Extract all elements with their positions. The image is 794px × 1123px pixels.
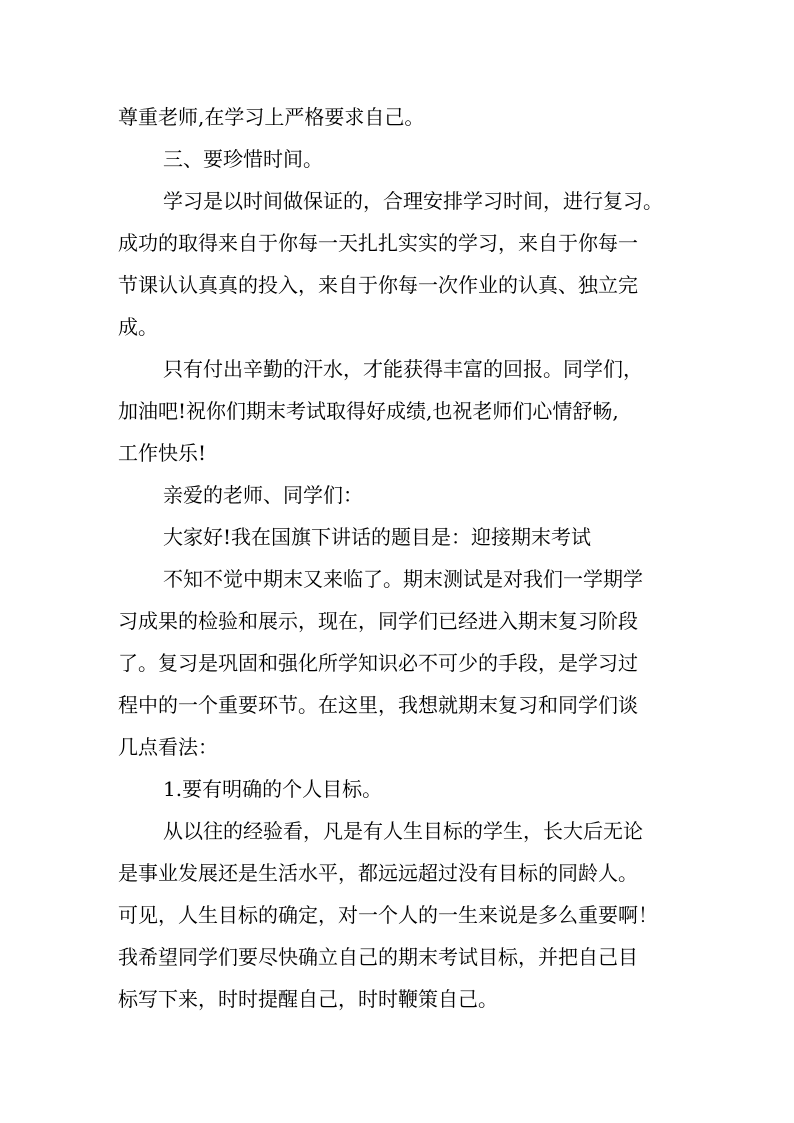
text-line: 不知不觉中期末又来临了。期末测试是对我们一学期学 bbox=[163, 567, 643, 591]
text-line: 习成果的检验和展示，现在，同学们已经进入期末复习阶段 bbox=[118, 609, 638, 633]
text-line: 只有付出辛勤的汗水，才能获得丰富的回报。同学们， bbox=[163, 357, 643, 381]
text-line: 大家好!我在国旗下讲话的题目是：迎接期末考试 bbox=[163, 525, 592, 549]
text-line: 几点看法： bbox=[118, 735, 218, 759]
text-line: 程中的一个重要环节。在这里，我想就期末复习和同学们谈 bbox=[118, 693, 638, 717]
text-line: 了。复习是巩固和强化所学知识必不可少的手段，是学习过 bbox=[118, 651, 638, 675]
text-line: 成功的取得来自于你每一天扎扎实实的学习，来自于你每一 bbox=[118, 231, 638, 255]
text-line: 可见，人生目标的确定，对一个人的一生来说是多么重要啊！ bbox=[118, 903, 658, 927]
text-line: 尊重老师,在学习上严格要求自己。 bbox=[118, 105, 425, 129]
text-line: 标写下来，时时提醒自己，时时鞭策自己。 bbox=[118, 987, 498, 1011]
text-line: 是事业发展还是生活水平，都远远超过没有目标的同龄人。 bbox=[118, 861, 638, 885]
text-line: 学习是以时间做保证的，合理安排学习时间，进行复习。 bbox=[163, 189, 663, 213]
text-line: 成。 bbox=[118, 315, 158, 339]
section-heading: 三、要珍惜时间。 bbox=[163, 147, 323, 171]
numbered-heading: 1.要有明确的个人目标。 bbox=[163, 777, 383, 801]
text-line: 从以往的经验看，凡是有人生目标的学生，长大后无论 bbox=[163, 819, 643, 843]
text-line: 节课认认真真的投入，来自于你每一次作业的认真、独立完 bbox=[118, 273, 638, 297]
text-line: 我希望同学们要尽快确立自己的期末考试目标，并把自己目 bbox=[118, 945, 638, 969]
greeting-line: 亲爱的老师、同学们： bbox=[163, 483, 363, 507]
text-line: 工作快乐! bbox=[118, 441, 207, 465]
text-line: 加油吧!祝你们期末考试取得好成绩,也祝老师们心情舒畅, bbox=[118, 399, 619, 423]
